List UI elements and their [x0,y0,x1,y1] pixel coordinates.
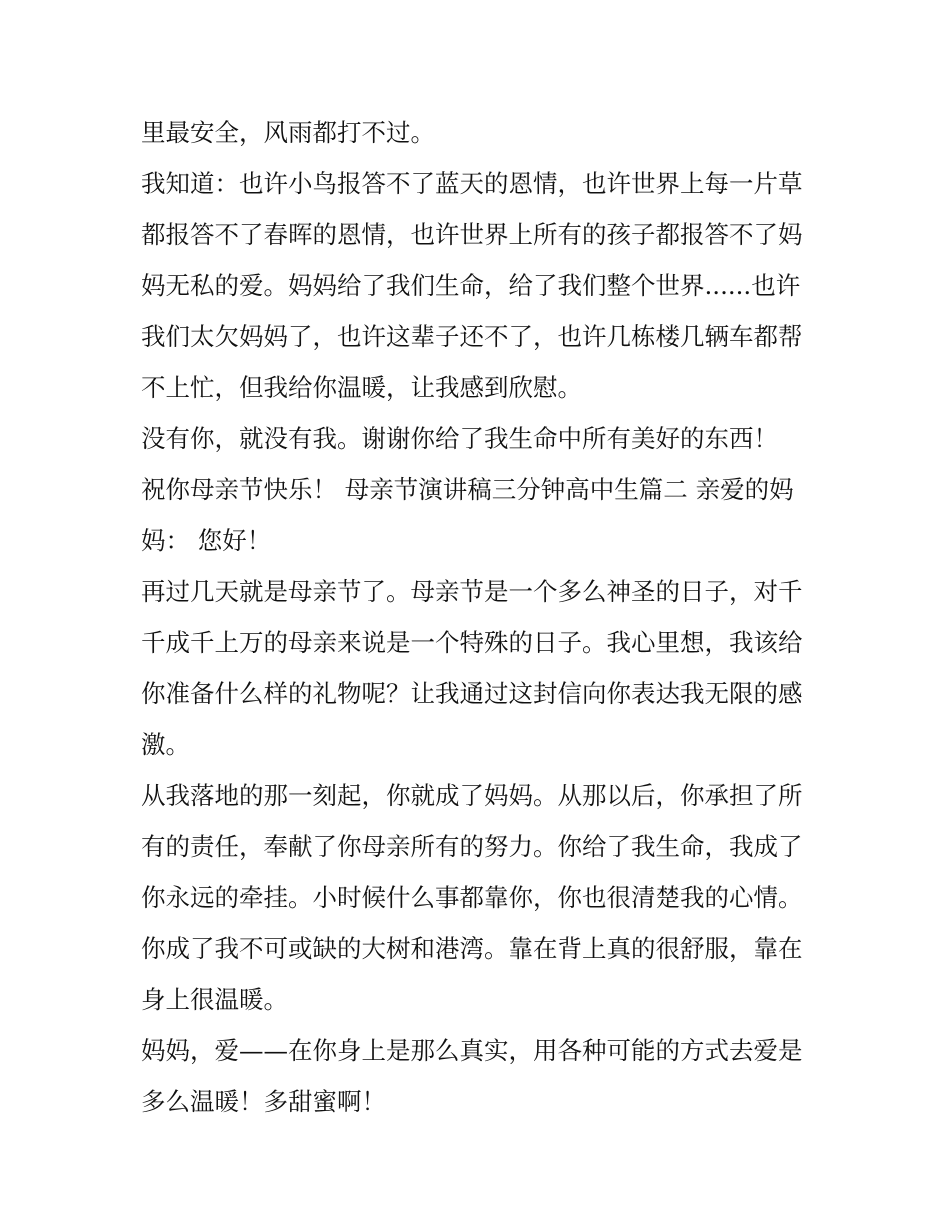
text-line: 我们太欠妈妈了，也许这辈子还不了，也许几栋楼几辆车都帮 [141,322,803,351]
text-line: 祝你母亲节快乐！ 母亲节演讲稿三分钟高中生篇二 亲爱的妈 [141,475,794,504]
text-line: 我知道：也许小鸟报答不了蓝天的恩情，也许世界上每一片草 [141,169,803,198]
text-line: 妈妈，爱——在你身上是那么真实，用各种可能的方式去爱是 [141,1036,803,1065]
text-line: 妈无私的爱。妈妈给了我们生命，给了我们整个世界......也许 [141,271,801,300]
text-line: 妈： 您好！ [141,526,272,555]
text-line: 没有你，就没有我。谢谢你给了我生命中所有美好的东西！ [141,424,778,453]
text-line: 激。 [141,730,190,759]
text-line: 你成了我不可或缺的大树和港湾。靠在背上真的很舒服，靠在 [141,934,803,963]
text-line: 身上很温暖。 [141,985,288,1014]
text-line: 多么温暖！多甜蜜啊！ [141,1087,386,1116]
text-line: 里最安全，风雨都打不过。 [141,118,435,147]
document-body [141,107,821,1127]
text-line: 有的责任，奉献了你母亲所有的努力。你给了我生命，我成了 [141,832,803,861]
text-line: 从我落地的那一刻起，你就成了妈妈。从那以后，你承担了所 [141,781,803,810]
text-line: 千成千上万的母亲来说是一个特殊的日子。我心里想，我该给 [141,628,803,657]
text-line: 你永远的牵挂。小时候什么事都靠你，你也很清楚我的心情。 [141,883,803,912]
text-line: 再过几天就是母亲节了。母亲节是一个多么神圣的日子，对千 [141,577,803,606]
text-line: 你准备什么样的礼物呢？让我通过这封信向你表达我无限的感 [141,679,803,708]
text-line: 不上忙，但我给你温暖，让我感到欣慰。 [141,373,582,402]
text-line: 都报答不了春晖的恩情，也许世界上所有的孩子都报答不了妈 [141,220,803,249]
